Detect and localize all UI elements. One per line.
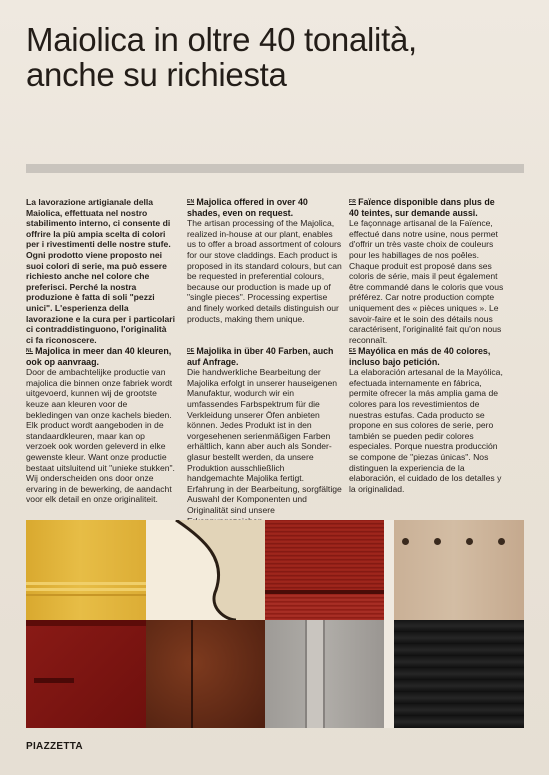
page-title: Maiolica in oltre 40 tonalità, anche su richiesta xyxy=(26,21,417,93)
fr-heading-text: Faïence disponible dans plus de 40 teintes, sur demande aussi. xyxy=(349,197,495,218)
en-flag-label: EN xyxy=(187,199,195,205)
swatch-grey-crackle xyxy=(265,620,384,728)
nl-heading xyxy=(26,346,176,367)
nl-heading-text: Majolica in meer dan 40 kleuren, ook op aanvraag. xyxy=(26,346,172,367)
brand-logo: PIAZZETTA xyxy=(26,741,83,752)
en-heading-text: Majolica offered in over 40 shades, even on request. xyxy=(187,197,308,218)
swatch-beige-dots xyxy=(384,520,524,620)
swatch-red-stripe xyxy=(265,520,384,620)
swatch-black-ribbed xyxy=(384,620,524,728)
fr-flag-label: FR xyxy=(349,199,357,205)
en-body: The artisan processing of the Majolica, realized in-house at our plant, enables us to offer a broad assortment of colours for our stove claddings. Each product is proposed in its standard colours, but can be requested in preferential colours, because our production is made up of "single pieces". Processing expertise and finely worked details distinguish our products, making them unique. xyxy=(187,218,342,324)
it-lead-text: La lavorazione artigianale della Maiolica, effettuata nel nostro stabilimento interno, ci consente di offrire la più ampia scelta di colori per i rivestimenti delle nostre stufe. Ogni prodotto viene proposto nei suoi colori di serie, ma può essere richiesto anche nel colore che preferisci. Perché la nostra produzione è fatta di soli "pezzi unici". L'esperienza della lavorazione e la cura per i particolari ci contraddistinguono, l'originalità ci fa riconoscere. xyxy=(26,197,176,345)
de-flag-label: DE xyxy=(187,348,195,354)
es-body: La elaboración artesanal de la Mayólica, efectuada internamente en fábrica, permite ofrecer la más amplia gama de colores para los revestimientos de nuestras estufas. Cada producto se propone en sus colores de serie, pero también se pueden pedir colores especiales. Porque nuestra producción se compone de "piezas únicas". Nos distinguen la experiencia de la elaboración, el cuidado de los detalles y la originalidad. xyxy=(349,367,503,494)
fr-heading xyxy=(349,197,507,218)
es-flag-label: ES xyxy=(349,348,357,354)
nl-body: Door de ambachtelijke productie van majolica die binnen onze fabriek wordt uitgevoerd, kunnen wij de grootste keuze aan kleuren voor de bekledingen van onze kachels bieden. Elk product wordt aangeboden in de standaardkleuren, maar kan op verzoek ook worden geleverd in elke gewenste kleur. Want onze productie bestaat uitsluitend uit "unieke stukken". Wij onderscheiden ons door onze ervaring in de bewerking, de aandacht voor elk detail en onze originaliteit. xyxy=(26,367,175,505)
es-heading xyxy=(349,346,507,367)
nl-flag-label: NL xyxy=(26,348,34,354)
en-heading xyxy=(187,197,342,218)
swatch-dark-red xyxy=(26,620,146,728)
de-body: Die handwerkliche Bearbeitung der Majolika erfolgt in unserer hauseigenen Manufaktur, wodurch wir ein umfassendes Farbspektrum für die Verkleidung unserer Öfen anbieten können. Jedes Produkt ist in den vorgesehenen serienmäßigen Farben erhältlich, kann aber auch als Sonder-glasur bestellt werden, da unsere Produktion ausschließlich handgemachte Majolika fertigt. Erfahrung in der Bearbeitung, sorgfältige Auswahl der Komponenten und Originalität sind unsere xyxy=(187,367,342,515)
de-heading-text: Majolika in über 40 Farben, auch auf Anfrage. xyxy=(187,346,334,367)
divider xyxy=(26,164,524,173)
es-heading-text: Mayólica en más de 40 colores, incluso bajo petición. xyxy=(349,346,491,367)
swatch-cream-curve xyxy=(146,520,265,620)
de-heading xyxy=(187,346,342,367)
swatch-copper xyxy=(146,620,265,728)
majolica-swatch-grid xyxy=(26,520,524,728)
fr-body: Le façonnage artisanal de la Faïence, effectué dans notre usine, nous permet d'offrir un très vaste choix de couleurs pour les habillages de nos poêles. Chaque produit est proposé dans ses coloris de série, mais il peut également être commandé dans le coloris que vous préférez. Car notre production compte uniquement des « pièces uniques ». Le savoir-faire et le soin des détails nous caractérisent, l'originalité fait qu'on nous reconnaît. xyxy=(349,218,504,345)
swatch-yellow xyxy=(26,520,146,620)
